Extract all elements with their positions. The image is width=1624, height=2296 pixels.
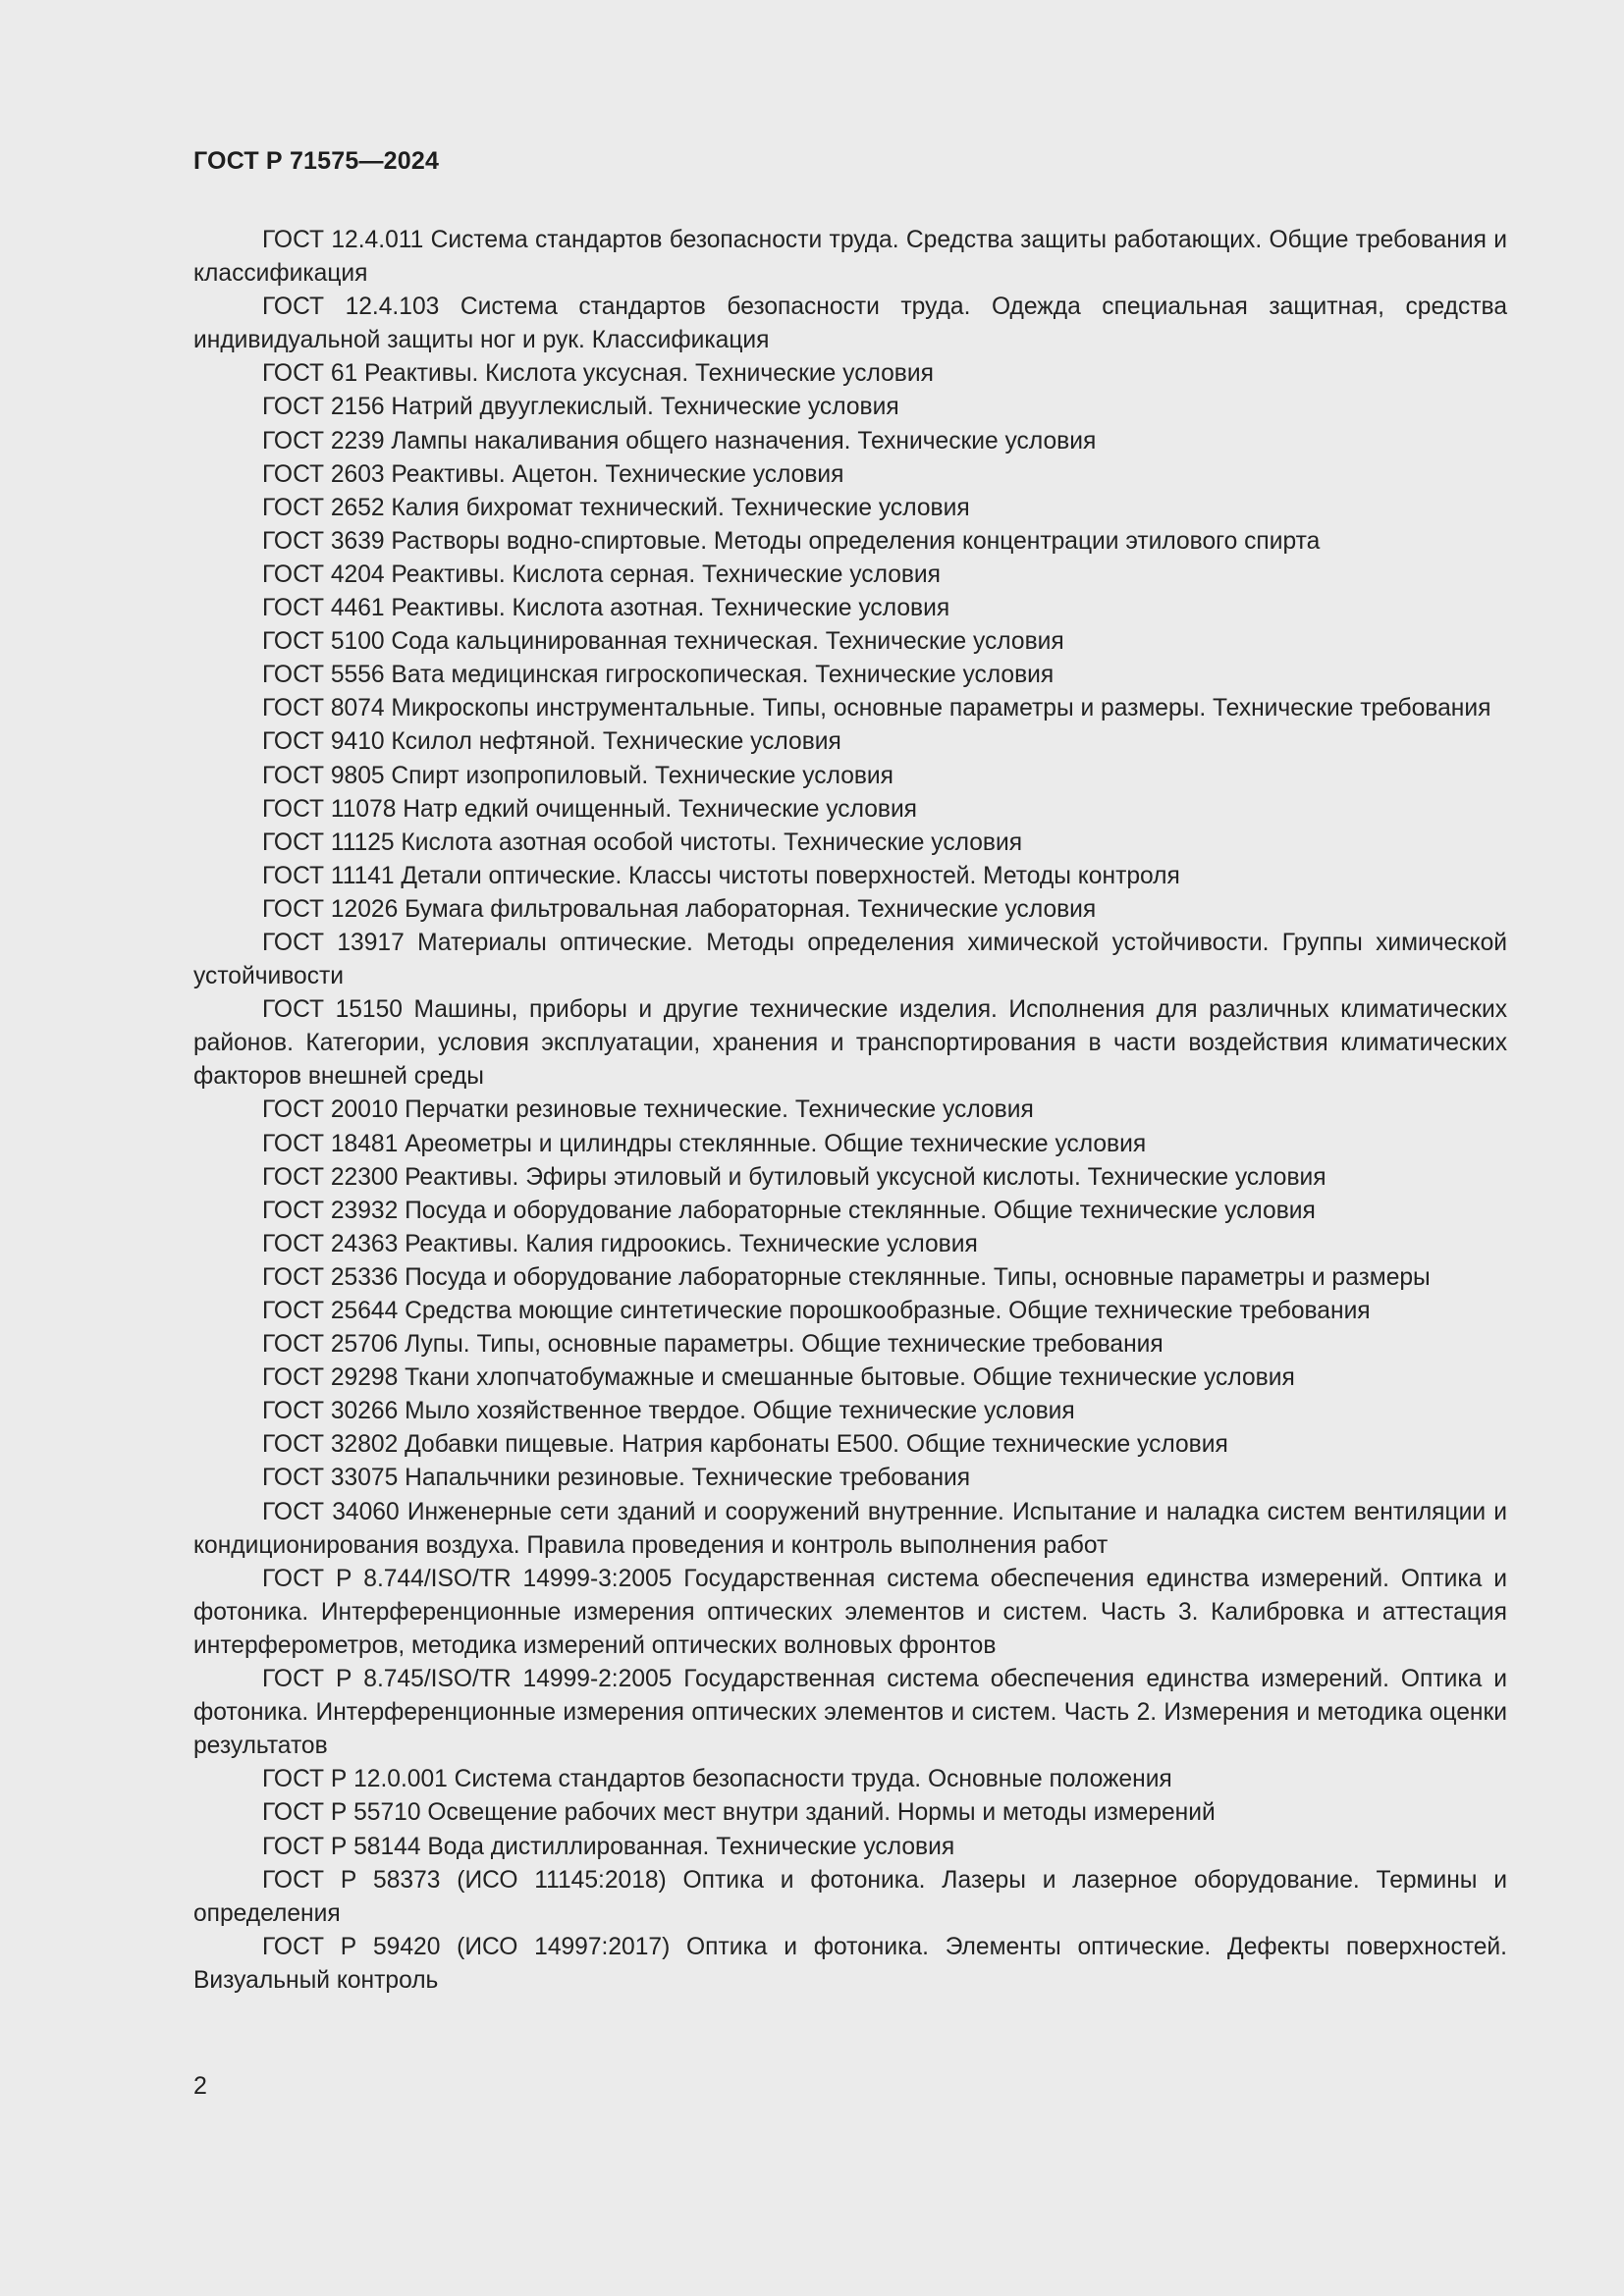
reference-item: ГОСТ 22300 Реактивы. Эфиры этиловый и бутиловый уксусной кислоты. Технические условия (262, 1163, 1326, 1191)
reference-item: ГОСТ 11078 Натр едкий очищенный. Технические условия (262, 795, 917, 823)
reference-item: ГОСТ 24363 Реактивы. Калия гидроокись. Технические условия (262, 1230, 978, 1257)
reference-item: ГОСТ 3639 Растворы водно-спиртовые. Методы определения концентрации этилового спирта (262, 527, 1321, 555)
reference-item: ГОСТ 25336 Посуда и оборудование лабораторные стеклянные. Типы, основные параметры и размеры (262, 1263, 1431, 1291)
reference-item: ГОСТ 32802 Добавки пищевые. Натрия карбонаты Е500. Общие технические условия (262, 1431, 1228, 1459)
reference-item: ГОСТ Р 55710 Освещение рабочих мест внутри зданий. Нормы и методы измерений (262, 1799, 1216, 1827)
reference-item: ГОСТ 25706 Лупы. Типы, основные параметры. Общие технические требования (262, 1331, 1164, 1359)
reference-item: ГОСТ 18481 Ареометры и цилиндры стеклянные. Общие технические условия (262, 1130, 1147, 1157)
reference-item: ГОСТ 20010 Перчатки резиновые технические. Технические условия (262, 1096, 1034, 1124)
reference-item: ГОСТ 9805 Спирт изопропиловый. Технические условия (262, 762, 893, 789)
reference-item: ГОСТ 23932 Посуда и оборудование лабораторные стеклянные. Общие технические условия (262, 1197, 1316, 1224)
reference-item: ГОСТ 2603 Реактивы. Ацетон. Технические условия (262, 460, 844, 488)
reference-item: ГОСТ 2156 Натрий двууглекислый. Технические условия (262, 394, 899, 421)
reference-item: ГОСТ Р 12.0.001 Система стандартов безопасности труда. Основные положения (262, 1766, 1172, 1793)
reference-item: ГОСТ Р 58373 (ИСО 11145:2018) Оптика и фотоника. Лазеры и лазерное оборудование. Термины и определения (193, 1866, 1507, 1927)
reference-item: ГОСТ Р 59420 (ИСО 14997:2017) Оптика и фотоника. Элементы оптические. Дефекты поверхностей. Визуальный контроль (193, 1933, 1507, 1994)
reference-item: ГОСТ 11141 Детали оптические. Классы чистоты поверхностей. Методы контроля (262, 862, 1180, 889)
reference-item: ГОСТ 4461 Реактивы. Кислота азотная. Технические условия (262, 595, 950, 622)
reference-item: ГОСТ Р 8.744/ISO/TR 14999-3:2005 Государственная система обеспечения единства измерений. Оптика и фотоника. Интерференционные измерения оптических элементов и систем. Часть 3. Калибровка и аттестация интерферометров, методика измерений оптических волновых фронтов (193, 1565, 1507, 1659)
reference-item: ГОСТ 34060 Инженерные сети зданий и сооружений внутренние. Испытание и наладка систем вентиляции и кондиционирования воздуха. Правила проведения и контроль выполнения работ (193, 1498, 1507, 1559)
reference-item: ГОСТ 8074 Микроскопы инструментальные. Типы, основные параметры и размеры. Технические требования (262, 695, 1491, 722)
reference-item: ГОСТ 2239 Лампы накаливания общего назначения. Технические условия (262, 427, 1097, 454)
reference-item: ГОСТ 9410 Ксилол нефтяной. Технические условия (262, 728, 841, 756)
normative-references-list (193, 224, 1507, 1998)
reference-item: ГОСТ 5556 Вата медицинская гигроскопическая. Технические условия (262, 662, 1055, 689)
reference-item: ГОСТ 5100 Сода кальцинированная техническая. Технические условия (262, 628, 1064, 656)
reference-item: ГОСТ 30266 Мыло хозяйственное твердое. Общие технические условия (262, 1398, 1075, 1425)
reference-item: ГОСТ 15150 Машины, приборы и другие технические изделия. Исполнения для различных климатических районов. Категории, условия эксплуатации, хранения и транспортирования в части воздействия климатических факторов внешней среды (193, 996, 1507, 1091)
reference-item: ГОСТ 13917 Материалы оптические. Методы определения химической устойчивости. Группы химической устойчивости (193, 929, 1507, 990)
reference-item: ГОСТ 12.4.011 Система стандартов безопасности труда. Средства защиты работающих. Общие требования и классификация (193, 227, 1507, 288)
reference-item: ГОСТ 11125 Кислота азотная особой чистоты. Технические условия (262, 828, 1023, 856)
reference-item: ГОСТ 2652 Калия бихромат технический. Технические условия (262, 494, 970, 521)
reference-item: ГОСТ 61 Реактивы. Кислота уксусная. Технические условия (262, 360, 934, 388)
reference-item: ГОСТ 12.4.103 Система стандартов безопасности труда. Одежда специальная защитная, средства индивидуальной защиты ног и рук. Классификация (193, 294, 1507, 354)
reference-item: ГОСТ 4204 Реактивы. Кислота серная. Технические условия (262, 561, 941, 588)
reference-item: ГОСТ Р 58144 Вода дистиллированная. Технические условия (262, 1833, 955, 1860)
reference-item: ГОСТ Р 8.745/ISO/TR 14999-2:2005 Государственная система обеспечения единства измерений. Оптика и фотоника. Интерференционные измерения оптических элементов и систем. Часть 2. Измерения и методика оценки результатов (193, 1666, 1507, 1760)
reference-item: ГОСТ 12026 Бумага фильтровальная лабораторная. Технические условия (262, 895, 1097, 923)
document-header: ГОСТ Р 71575—2024 (193, 147, 440, 175)
reference-item: ГОСТ 25644 Средства моющие синтетические порошкообразные. Общие технические требования (262, 1298, 1371, 1324)
reference-item: ГОСТ 29298 Ткани хлопчатобумажные и смешанные бытовые. Общие технические условия (262, 1364, 1295, 1392)
page-number: 2 (193, 2072, 207, 2100)
reference-item: ГОСТ 33075 Напальчники резиновые. Технические требования (262, 1465, 971, 1492)
